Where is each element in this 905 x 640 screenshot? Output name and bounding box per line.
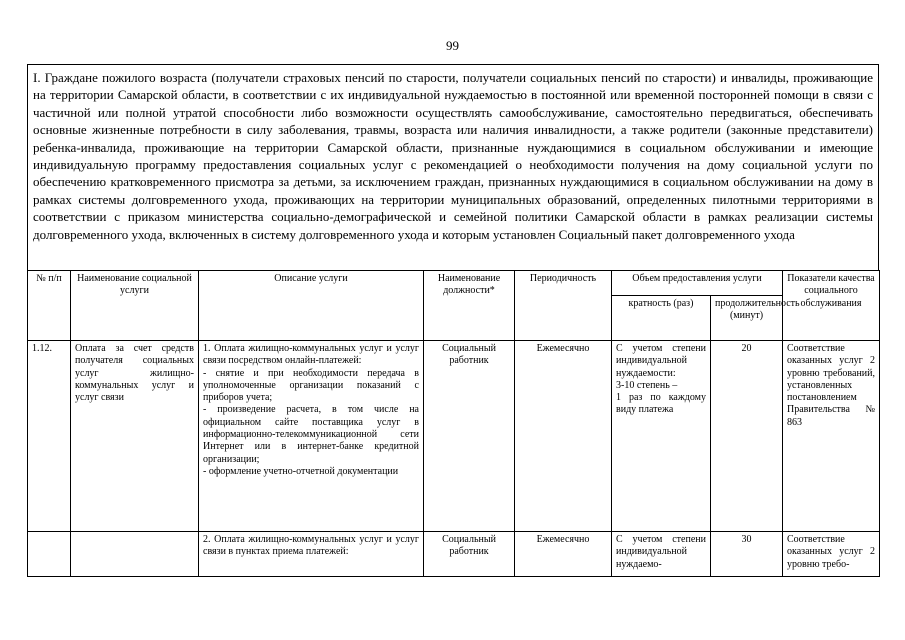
header-periodicity: Периодичность xyxy=(515,271,612,341)
cell-service-name: Оплата за счет средств получателя социальных услуг жилищно-коммунальных услуг и услуг связи xyxy=(71,341,199,532)
description-line: 2. Оплата жилищно-коммунальных услуг и услуг связи в пунктах приема платежей: xyxy=(203,534,419,558)
cell-position: Социальный работник xyxy=(424,341,515,532)
cell-quality: Соответствие оказанных услуг 2 уровню требований, установленных постановлением Правительства № 863 xyxy=(783,341,880,532)
cell-frequency xyxy=(612,341,711,532)
header-quality: Показатели качества социального обслуживания xyxy=(783,271,880,341)
cell-duration: 20 xyxy=(711,341,783,532)
cell-duration: 30 xyxy=(711,532,783,577)
description-line: - произведение расчета, в том числе на официальном сайте поставщика услуг в информационно-телекоммуникационной сети Интернет или в интернет-банке кредитной организации; xyxy=(203,404,419,465)
header-duration: продолжительность (минут) xyxy=(711,296,783,341)
description-line: - оформление учетно-отчетной документации xyxy=(203,465,399,477)
category-description: I. Граждане пожилого возраста (получатели страховых пенсий по старости, получатели социальных пенсий по старости) и инвалиды, проживающие на территории Самарской области, в соответствии с их индивидуальной нуждаемостью в постоянной или временной посторонней помощи в связи с частичной или полной утратой способности либо возможности осуществлять самообслуживание, самостоятельно передвигаться, обеспечивать основные жизненные потребности в силу заболевания, травмы, возраста или наличия инвалидности, а также родители (законные представители) ребенка-инвалида, проживающие на территории Самарской области, признанные нуждающимися в социальном обслуживании и имеющие индивидуальную программу предоставления социальных услуг с рекомендацией о необходимости получения на дому социальной услуги по обеспечению кратковременного присмотра за детьми, за исключением граждан, признанных нуждающимися в социальном обслуживании на дому в рамках системы долговременного ухода, проживающих на территории муниципальных образований, определенных пилотными территориями в соответствии с приказом министерства социально-демографической и семейной политики Самарской области в рамках реализации системы долговременного ухода, включенных в систему долговременного ухода и которым установлен Социальный пакет долговременного ухода xyxy=(27,64,879,270)
cell-num: 1.12. xyxy=(28,341,71,532)
cell-periodicity: Ежемесячно xyxy=(515,341,612,532)
frequency-line: С учетом степени индивидуальной нуждаемо- xyxy=(616,534,706,570)
frequency-line: 3-10 степень – xyxy=(616,379,678,391)
cell-description xyxy=(199,532,424,577)
frequency-line: С учетом степени индивидуальной нуждаемости: xyxy=(616,343,706,379)
cell-service-name xyxy=(71,532,199,577)
table-row xyxy=(28,341,880,532)
cell-description xyxy=(199,341,424,532)
table-row xyxy=(28,532,880,577)
cell-frequency xyxy=(612,532,711,577)
cell-periodicity: Ежемесячно xyxy=(515,532,612,577)
header-service-name: Наименование социальной услуги xyxy=(71,271,199,341)
header-frequency: кратность (раз) xyxy=(612,296,711,341)
cell-num xyxy=(28,532,71,577)
page-number: 99 xyxy=(446,38,459,53)
header-description: Описание услуги xyxy=(199,271,424,341)
header-volume: Объем предоставления услуги xyxy=(612,271,783,296)
frequency-line: 1 раз по каждому виду платежа xyxy=(616,392,706,416)
header-num: № п/п xyxy=(28,271,71,341)
services-table xyxy=(27,270,880,577)
header-position: Наименование должности* xyxy=(424,271,515,341)
cell-quality: Соответствие оказанных услуг 2 уровню требо- xyxy=(783,532,880,577)
table-header-row xyxy=(28,271,880,296)
description-line: 1. Оплата жилищно-коммунальных услуг и услуг связи посредством онлайн-платежей: xyxy=(203,343,419,367)
description-line: - снятие и при необходимости передача в уполномоченные организации показаний с приборов учета; xyxy=(203,367,419,404)
cell-position: Социальный работник xyxy=(424,532,515,577)
